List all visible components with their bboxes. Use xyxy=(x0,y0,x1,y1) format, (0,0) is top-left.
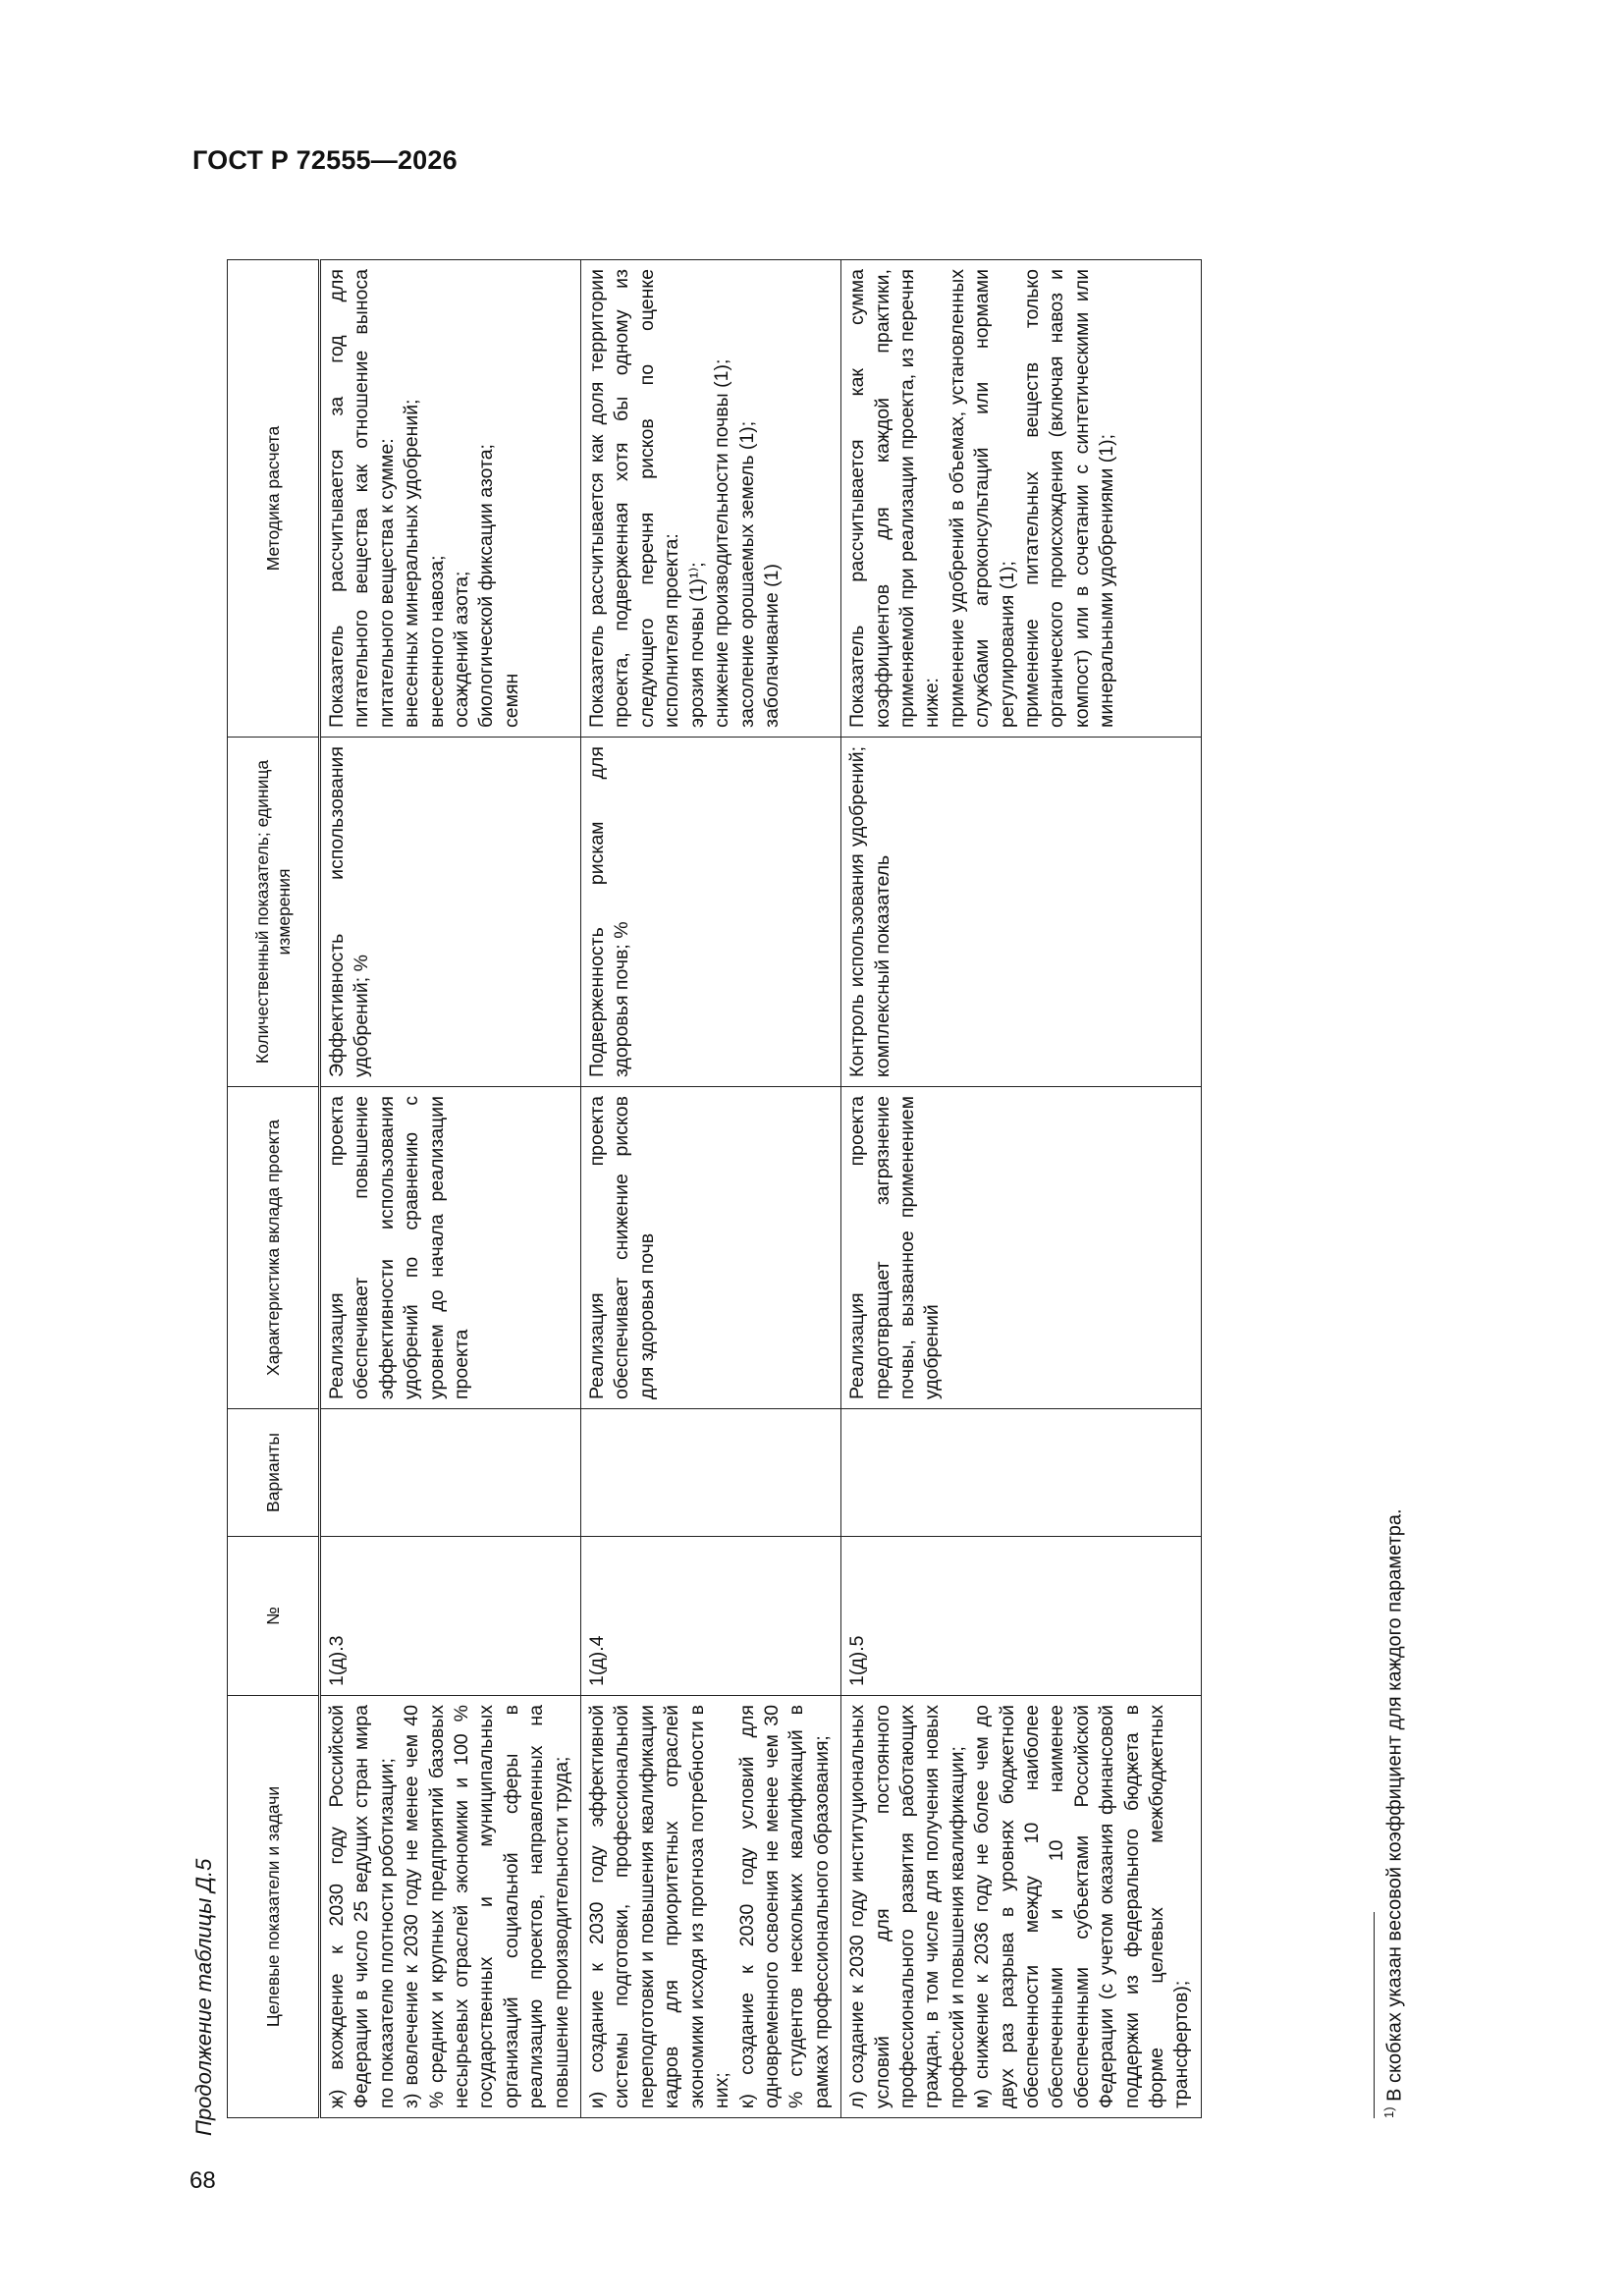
column-header: Методика расчета xyxy=(228,260,320,738)
page-number: 68 xyxy=(189,2167,216,2194)
method-line: осаждений азота; xyxy=(451,571,473,728)
method-line: эрозия почвы (1)¹⁾; xyxy=(685,562,708,728)
method-cell xyxy=(320,260,581,738)
column-header: Количественный показатель; единица измерения xyxy=(228,738,320,1087)
variants-cell xyxy=(841,1409,1202,1537)
footnote xyxy=(1381,1508,1407,2118)
rotated-table-block xyxy=(191,260,1468,2136)
variants-cell xyxy=(581,1409,841,1537)
goals-cell xyxy=(320,1696,581,2118)
method-line: семян xyxy=(500,673,522,728)
number-cell: 1(д).3 xyxy=(320,1537,581,1696)
method-line: биологической фиксации азота; xyxy=(475,444,498,728)
footnote-divider xyxy=(1374,1912,1375,2118)
table-caption: Продолжение таблицы Д.5 xyxy=(191,1858,216,2136)
method-line: заболачивание (1) xyxy=(760,564,783,728)
method-line: Показатель рассчитывается как доля территории проекта, подверженная хотя бы одному из следующего перечня рисков по оценке исполнителя проекта: xyxy=(586,269,683,728)
method-line: применение удобрений в объемах, установленных службами агроконсультаций или нормами регулирования (1); xyxy=(946,269,1018,728)
goal-item: и) создание к 2030 году эффективной системы подготовки, профессиональной переподготовки и повышения квалификации кадров для приоритетных отраслей экономики исходя из прогноза потребности в них; xyxy=(586,1705,733,2108)
indicator-cell: Эффективность использования удобрений; % xyxy=(320,738,581,1087)
goal-item: ж) вхождение к 2030 году Российской Федерации в число 25 ведущих стран мира по показателю плотности роботизации; xyxy=(326,1705,398,2108)
column-header: Характеристика вклада проекта xyxy=(228,1087,320,1409)
goal-item: к) создание к 2030 году условий для одновременного освоения не менее чем 30 % студентов нескольких квалификаций в рамках профессионального образования; xyxy=(735,1705,833,2108)
number-cell: 1(д).5 xyxy=(841,1537,1202,1696)
column-header: Целевые показатели и задачи xyxy=(228,1696,320,2118)
method-line: Показатель рассчитывается за год для питательного вещества как отношение выноса питательного вещества к сумме: xyxy=(326,269,398,728)
document-code: ГОСТ Р 72555—2026 xyxy=(192,145,458,175)
goals-cell xyxy=(581,1696,841,2118)
footnote-mark: 1) xyxy=(1381,2106,1396,2118)
column-header: Варианты xyxy=(228,1409,320,1537)
goal-item: м) снижение к 2036 году не более чем до двух раз разрыва в уровнях бюджетной обеспеченности между 10 наиболее обеспеченными и 10 наименее обеспеченными субъектами Российской Федерации (с учетом оказания финансовой поддержки из федерального бюджета в форме целевых межбюджетных трансфертов); xyxy=(971,1705,1193,2108)
method-line: внесенных минеральных удобрений; xyxy=(401,399,423,728)
number-cell: 1(д).4 xyxy=(581,1537,841,1696)
indicators-table xyxy=(227,259,1202,2118)
indicator-cell: Подверженность рискам для здоровья почв; % xyxy=(581,738,841,1087)
footnote-text: В скобках указан весовой коэффициент для каждого параметра. xyxy=(1383,1508,1406,2107)
table-row xyxy=(581,260,841,2118)
goals-cell xyxy=(841,1696,1202,2118)
method-line: снижение производительности почвы (1); xyxy=(711,358,733,728)
variants-cell xyxy=(320,1409,581,1537)
goal-item: л) создание к 2030 году институциональных условий для постоянного профессионального развития работающих граждан, в том числе для получения новых профессий и повышения квалификации; xyxy=(846,1705,968,2108)
table-row xyxy=(841,260,1202,2118)
method-line: внесенного навоза; xyxy=(425,555,448,728)
table-header-row xyxy=(228,260,320,2118)
method-line: засоление орошаемых земель (1); xyxy=(735,420,758,728)
indicator-cell: Контроль использования удобрений; комплексный показатель xyxy=(841,738,1202,1087)
method-cell xyxy=(581,260,841,738)
goal-item: з) вовлечение к 2030 году не менее чем 40 % средних и крупных предприятий базовых несырьевых отраслей экономики и 100 % государственных и муниципальных организаций социальной сферы в реализацию проектов, направленных на повышение производительности труда; xyxy=(401,1705,572,2108)
column-header: № xyxy=(228,1537,320,1696)
method-cell xyxy=(841,260,1202,738)
contribution-cell: Реализация проекта предотвращает загрязнение почвы, вызванное применением удобрений xyxy=(841,1087,1202,1409)
method-line: Показатель рассчитывается как сумма коэффициентов для каждой практики, применяемой при реализации проекта, из перечня ниже: xyxy=(846,269,944,728)
table-row xyxy=(320,260,581,2118)
contribution-cell: Реализация проекта обеспечивает снижение рисков для здоровья почв xyxy=(581,1087,841,1409)
method-line: применение питательных веществ только органического происхождения (включая навоз и компост) или в сочетании с синтетическими или минеральными удобрениями (1); xyxy=(1020,269,1118,728)
contribution-cell: Реализация проекта обеспечивает повышение эффективности использования удобрений по сравнению с уровнем до начала реализации проекта xyxy=(320,1087,581,1409)
